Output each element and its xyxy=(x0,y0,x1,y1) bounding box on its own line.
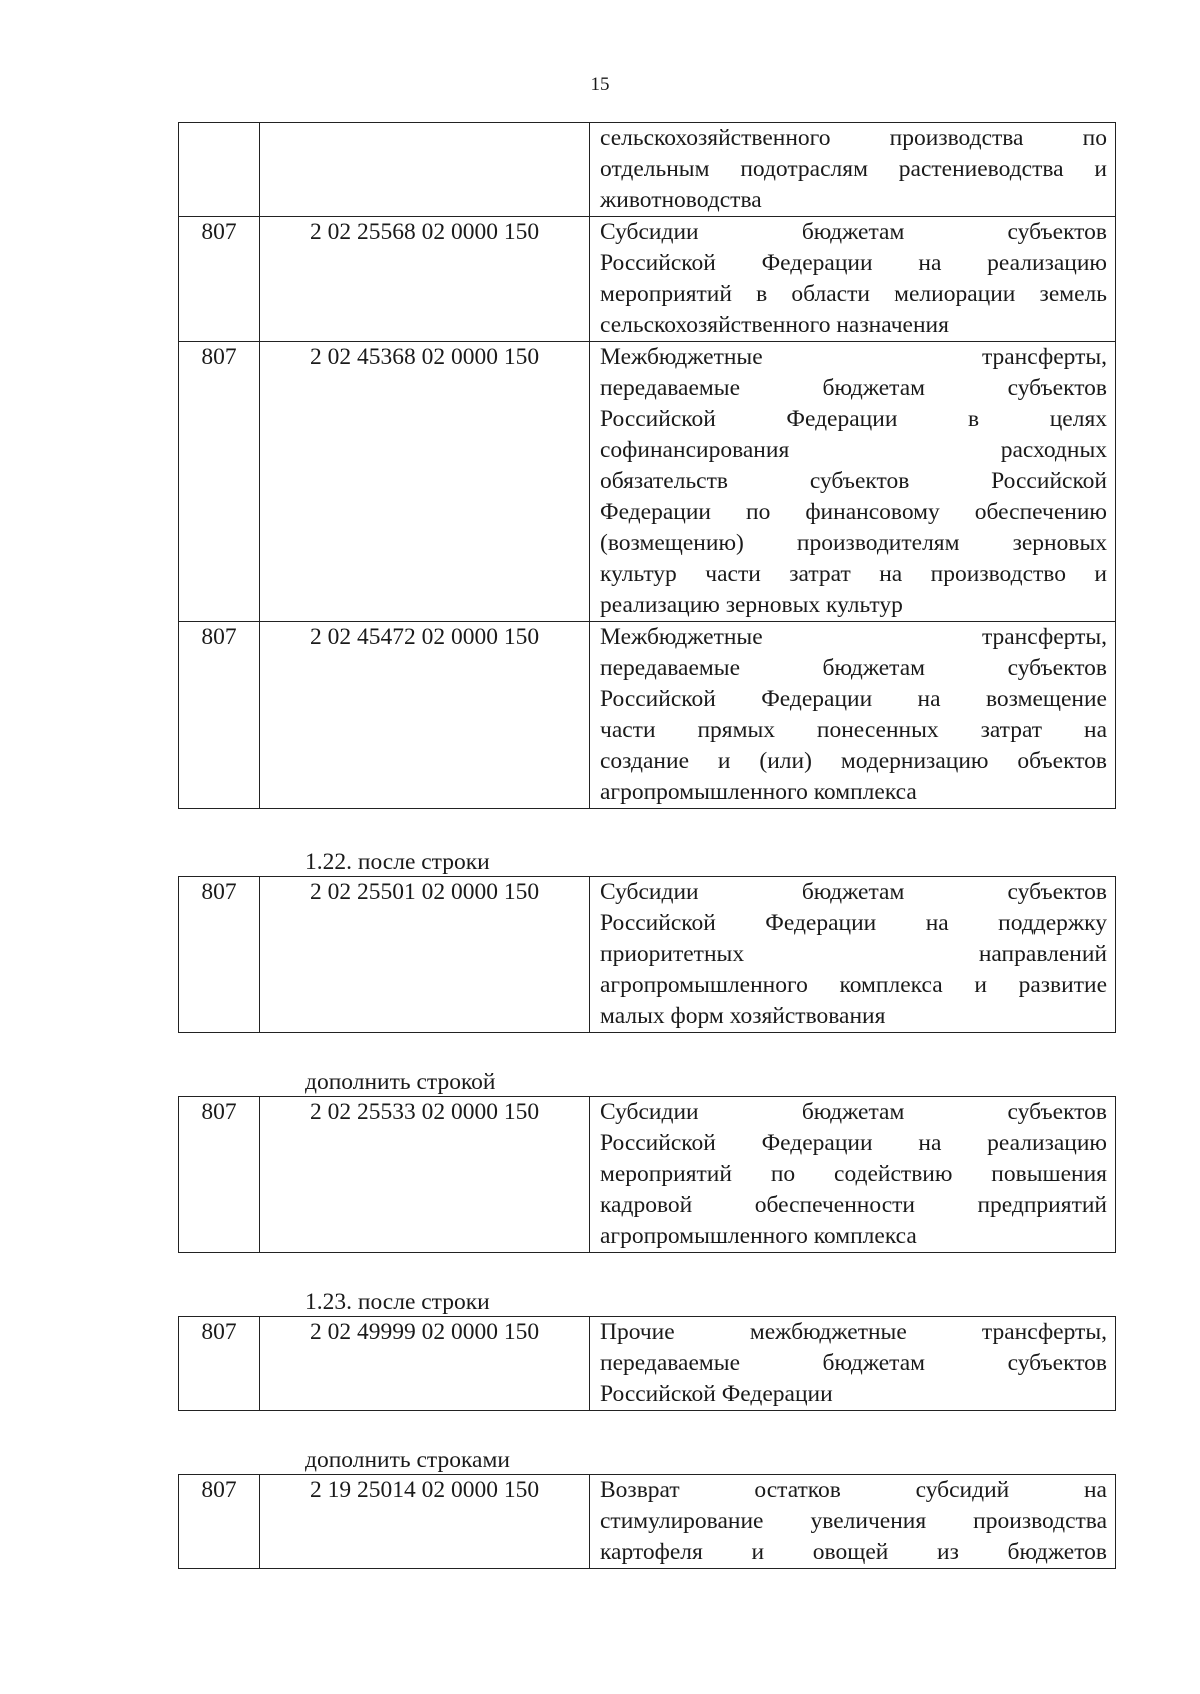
table-row xyxy=(179,1097,1116,1253)
description-line: животноводства xyxy=(600,187,762,213)
description-line: передаваемые бюджетам субъектов xyxy=(600,375,1107,401)
budget-table xyxy=(178,1474,1116,1569)
description-line: Российской Федерации на возмещение xyxy=(600,686,1107,712)
description-line: создание и (или) модернизацию объектов xyxy=(600,748,1107,774)
description-line: Субсидии бюджетам субъектов xyxy=(600,219,1107,245)
page-number: 15 xyxy=(590,74,610,95)
admin-code-cell: 807 xyxy=(179,622,260,809)
kbk-code-cell xyxy=(260,123,590,217)
admin-code-cell: 807 xyxy=(179,217,260,342)
section-label: дополнить строкой xyxy=(305,1069,496,1095)
description-line: Субсидии бюджетам субъектов xyxy=(600,879,1107,905)
description-cell xyxy=(590,1475,1116,1569)
description-line: Российской Федерации на реализацию xyxy=(600,250,1107,276)
description-line: малых форм хозяйствования xyxy=(600,1003,886,1029)
description-line: Российской Федерации в целях xyxy=(600,406,1107,432)
admin-code-cell: 807 xyxy=(179,1317,260,1411)
description-line: агропромышленного комплекса xyxy=(600,779,917,805)
table-row xyxy=(179,1475,1116,1569)
table-row xyxy=(179,1317,1116,1411)
admin-code-cell: 807 xyxy=(179,1097,260,1253)
section-label: 1.22. после строки xyxy=(305,849,490,875)
table-row xyxy=(179,622,1116,809)
admin-code-cell: 807 xyxy=(179,877,260,1033)
description-line: агропромышленного комплекса xyxy=(600,1223,917,1249)
kbk-code-cell: 2 02 25501 02 0000 150 xyxy=(260,877,590,1033)
description-cell xyxy=(590,1097,1116,1253)
description-line: мероприятий в области мелиорации земель xyxy=(600,281,1107,307)
description-line: Российской Федерации xyxy=(600,1381,833,1407)
description-line: обязательств субъектов Российской xyxy=(600,468,1107,494)
budget-table-continued xyxy=(178,122,1116,809)
table-row xyxy=(179,123,1116,217)
section-label: 1.23. после строки xyxy=(305,1289,490,1315)
description-line: Межбюджетные трансферты, xyxy=(600,624,1107,650)
description-line: кадровой обеспеченности предприятий xyxy=(600,1192,1107,1218)
description-line: культур части затрат на производство и xyxy=(600,561,1107,587)
description-line: (возмещению) производителям зерновых xyxy=(600,530,1107,556)
description-line: Прочие межбюджетные трансферты, xyxy=(600,1319,1107,1345)
description-cell xyxy=(590,622,1116,809)
kbk-code-cell: 2 02 45472 02 0000 150 xyxy=(260,622,590,809)
kbk-code-cell: 2 02 25533 02 0000 150 xyxy=(260,1097,590,1253)
admin-code-cell xyxy=(179,123,260,217)
description-line: мероприятий по содействию повышения xyxy=(600,1161,1107,1187)
kbk-code-cell: 2 02 49999 02 0000 150 xyxy=(260,1317,590,1411)
kbk-code-cell: 2 02 45368 02 0000 150 xyxy=(260,342,590,622)
table-row xyxy=(179,217,1116,342)
table-row xyxy=(179,342,1116,622)
description-line: софинансирования расходных xyxy=(600,437,1107,463)
budget-table xyxy=(178,876,1116,1033)
description-cell xyxy=(590,1317,1116,1411)
description-line: Федерации по финансовому обеспечению xyxy=(600,499,1107,525)
description-cell xyxy=(590,342,1116,622)
description-line: сельскохозяйственного назначения xyxy=(600,312,949,338)
kbk-code-cell: 2 19 25014 02 0000 150 xyxy=(260,1475,590,1569)
description-line: реализацию зерновых культур xyxy=(600,592,903,618)
budget-table xyxy=(178,1316,1116,1411)
admin-code-cell: 807 xyxy=(179,342,260,622)
description-line: Субсидии бюджетам субъектов xyxy=(600,1099,1107,1125)
description-cell xyxy=(590,877,1116,1033)
description-line: Российской Федерации на реализацию xyxy=(600,1130,1107,1156)
description-line: Возврат остатков субсидий на xyxy=(600,1477,1107,1503)
description-line: приоритетных направлений xyxy=(600,941,1107,967)
description-line: отдельным подотраслям растениеводства и xyxy=(600,156,1107,182)
budget-table xyxy=(178,1096,1116,1253)
description-line: Межбюджетные трансферты, xyxy=(600,344,1107,370)
description-line: сельскохозяйственного производства по xyxy=(600,125,1107,151)
description-line: Российской Федерации на поддержку xyxy=(600,910,1107,936)
description-cell xyxy=(590,123,1116,217)
table-row xyxy=(179,877,1116,1033)
admin-code-cell: 807 xyxy=(179,1475,260,1569)
description-line: агропромышленного комплекса и развитие xyxy=(600,972,1107,998)
description-line: части прямых понесенных затрат на xyxy=(600,717,1107,743)
description-line: передаваемые бюджетам субъектов xyxy=(600,655,1107,681)
description-line: картофеля и овощей из бюджетов xyxy=(600,1539,1107,1565)
kbk-code-cell: 2 02 25568 02 0000 150 xyxy=(260,217,590,342)
description-line: передаваемые бюджетам субъектов xyxy=(600,1350,1107,1376)
description-line: стимулирование увеличения производства xyxy=(600,1508,1107,1534)
section-label: дополнить строками xyxy=(305,1447,510,1473)
description-cell xyxy=(590,217,1116,342)
